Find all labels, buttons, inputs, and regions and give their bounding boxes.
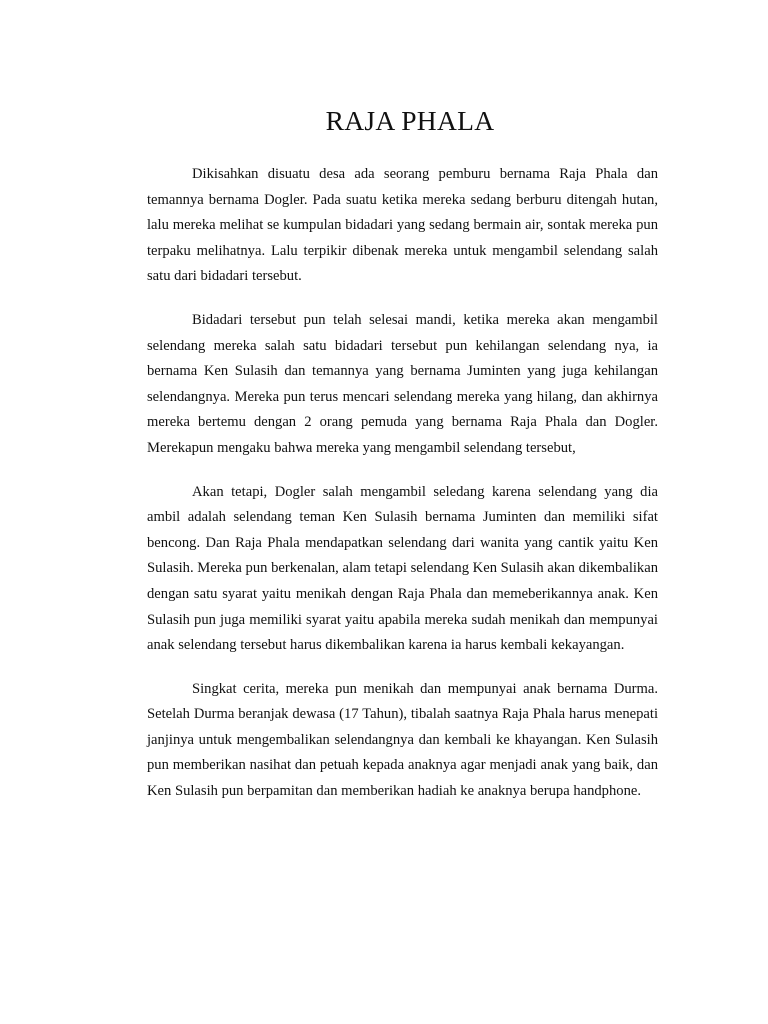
- document-body: [147, 162, 658, 823]
- paragraph-1: Dikisahkan disuatu desa ada seorang pemburu bernama Raja Phala dan temannya bernama Dogler. Pada suatu ketika mereka sedang berburu ditengah hutan, lalu mereka melihat se kumpulan bidadari yang sedang bermain air, sontak mereka pun terpaku melihatnya. Lalu terpikir dibenak mereka untuk mengambil selendang salah satu dari bidadari tersebut.: [147, 166, 658, 285]
- paragraph-4: Singkat cerita, mereka pun menikah dan mempunyai anak bernama Durma. Setelah Durma beranjak dewasa (17 Tahun), tibalah saatnya Raja Phala harus menepati janjinya untuk mengembalikan selendangnya dan kembali ke khayangan. Ken Sulasih pun memberikan nasihat dan petuah kepada anaknya agar menjadi anak yang baik, dan Ken Sulasih pun berpamitan dan memberikan hadiah ke anaknya berupa handphone.: [147, 680, 658, 800]
- paragraph-3: Akan tetapi, Dogler salah mengambil seledang karena selendang yang dia ambil adalah selendang teman Ken Sulasih bernama Juminten dan memiliki sifat bencong. Dan Raja Phala mendapatkan selendang dari wanita yang cantik yaitu Ken Sulasih. Mereka pun berkenalan, alam tetapi selendang Ken Sulasih akan dikembalikan dengan satu syarat yaitu menikah dengan Raja Phala dan memeberikannya anak. Ken Sulasih pun juga memiliki syarat yaitu apabila mereka sudah menikah dan mempunyai anak selendang tersebut harus dikembalikan karena ia harus kembali kekayangan.: [147, 483, 658, 654]
- paragraph-2: Bidadari tersebut pun telah selesai mandi, ketika mereka akan mengambil selendang mereka salah satu bidadari tersebut pun kehilangan selendang nya, ia bernama Ken Sulasih dan temannya yang bernama Juminten yang juga kehilangan selendangnya. Mereka pun terus mencari selendang mereka yang hilang, dan akhirnya mereka bertemu dengan 2 orang pemuda yang bernama Raja Phala dan Dogler. Merekapun mengaku bahwa mereka yang mengambil selendang tersebut,: [147, 311, 658, 456]
- document-title: RAJA PHALA: [325, 105, 495, 136]
